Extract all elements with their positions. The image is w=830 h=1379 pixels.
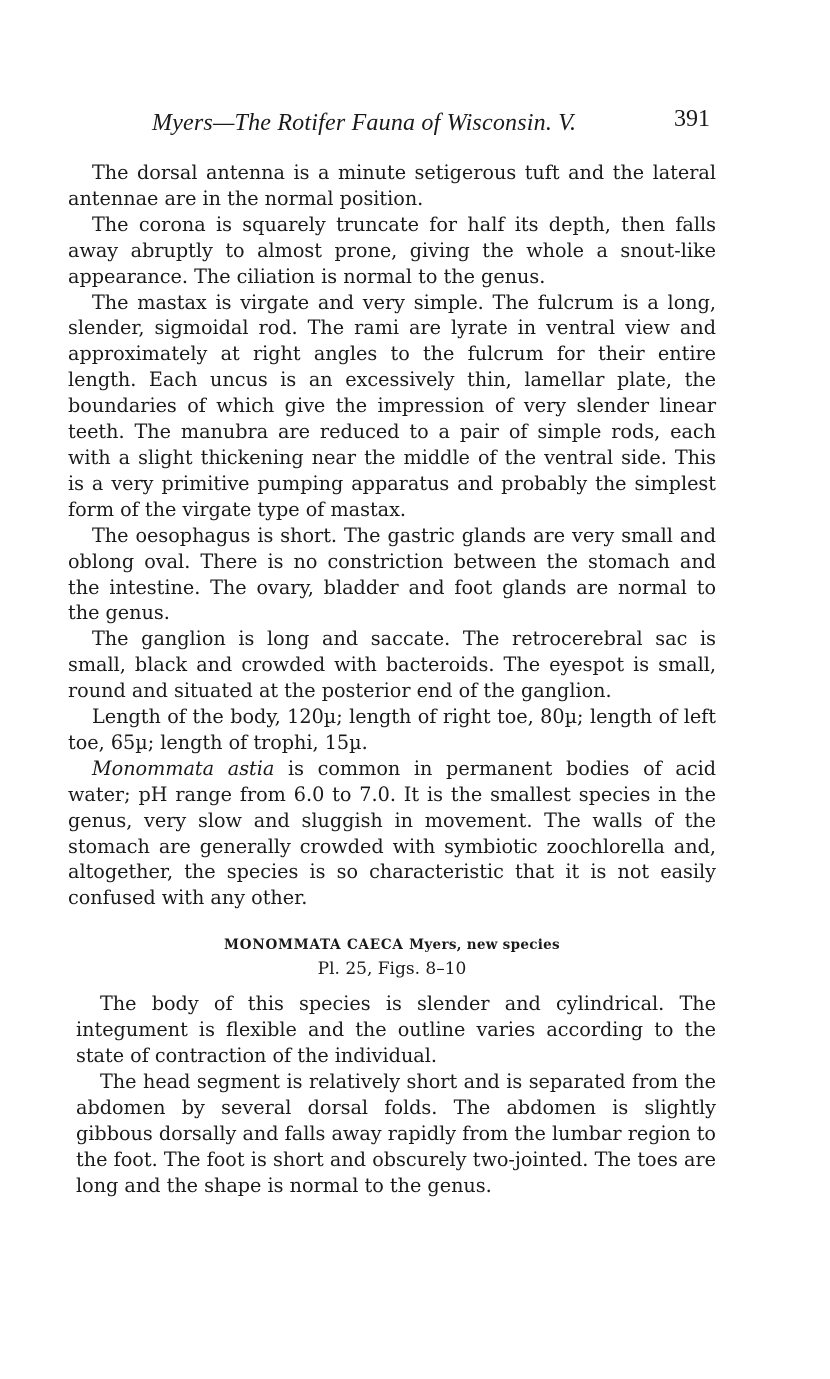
species-name-astia: Monommata astia bbox=[92, 756, 275, 780]
habitat-text: is common in permanent bodies of acid water; pH range from 6.0 to 7.0. It is the smallest species in the genus, very slow and sluggish in movement. The walls of the stomach are generally crowded with symbiotic zoochlorella and, altogether, the species is so characteristic that it is not easily confused with any other. bbox=[68, 756, 716, 910]
paragraph-oesophagus: The oesophagus is short. The gastric glands are very small and oblong oval. There is no constriction between the stomach and the intestine. The ovary, bladder and foot glands are normal to the genus. bbox=[68, 523, 716, 625]
paragraph-body: The body of this species is slender and cylindrical. The integument is flexible and the outline varies according to the state of contraction of the individual. bbox=[76, 992, 716, 1068]
running-title: Myers—The Rotifer Fauna of Wisconsin. V. bbox=[152, 110, 577, 136]
plate-reference: Pl. 25, Figs. 8–10 bbox=[317, 959, 467, 980]
paragraph-corona: The corona is squarely truncate for half its depth, then falls away abruptly to almost prone, giving the whole a snout-like appearance. The ciliation is normal to the genus. bbox=[68, 212, 716, 288]
running-head bbox=[68, 104, 716, 140]
paragraph-habitat bbox=[68, 756, 716, 911]
caeca-description bbox=[68, 991, 716, 1198]
species-heading-name: MONOMMATA CAECA bbox=[224, 937, 404, 954]
paragraph-mastax: The mastax is virgate and very simple. The fulcrum is a long, slender, sigmoidal rod. The rami are lyrate in ventral view and approximately at right angles to the fulcrum for their entire length. Each uncus is an excessively thin, lamellar plate, the boundaries of which give the impression of very slender linear teeth. The manubra are reduced to a pair of simple rods, each with a slight thickening near the middle of the ventral side. This is a very primitive pumping apparatus and probably the simplest form of the virgate type of mastax. bbox=[68, 290, 716, 521]
paragraph-antennae: The dorsal antenna is a minute setigerous tuft and the lateral antennae are in the normal position. bbox=[68, 161, 716, 210]
page-number: 391 bbox=[674, 106, 710, 132]
page bbox=[68, 104, 716, 1199]
species-heading bbox=[68, 937, 716, 953]
paragraph-head-segment: The head segment is relatively short and is separated from the abdomen by several dorsal folds. The abdomen is slightly gibbous dorsally and falls away rapidly from the lumbar region to the foot. The foot is short and obscurely two-jointed. The toes are long and the shape is normal to the genus. bbox=[76, 1070, 716, 1197]
astia-description bbox=[68, 160, 716, 911]
paragraph-ganglion: The ganglion is long and saccate. The retrocerebral sac is small, black and crowded with bacteroids. The eyespot is small, round and situated at the posterior end of the ganglion. bbox=[68, 627, 716, 703]
paragraph-measurements: Length of the body, 120µ; length of right toe, 80µ; length of left toe, 65µ; length of trophi, 15µ. bbox=[68, 705, 716, 754]
species-heading-author: Myers, new species bbox=[409, 937, 560, 954]
